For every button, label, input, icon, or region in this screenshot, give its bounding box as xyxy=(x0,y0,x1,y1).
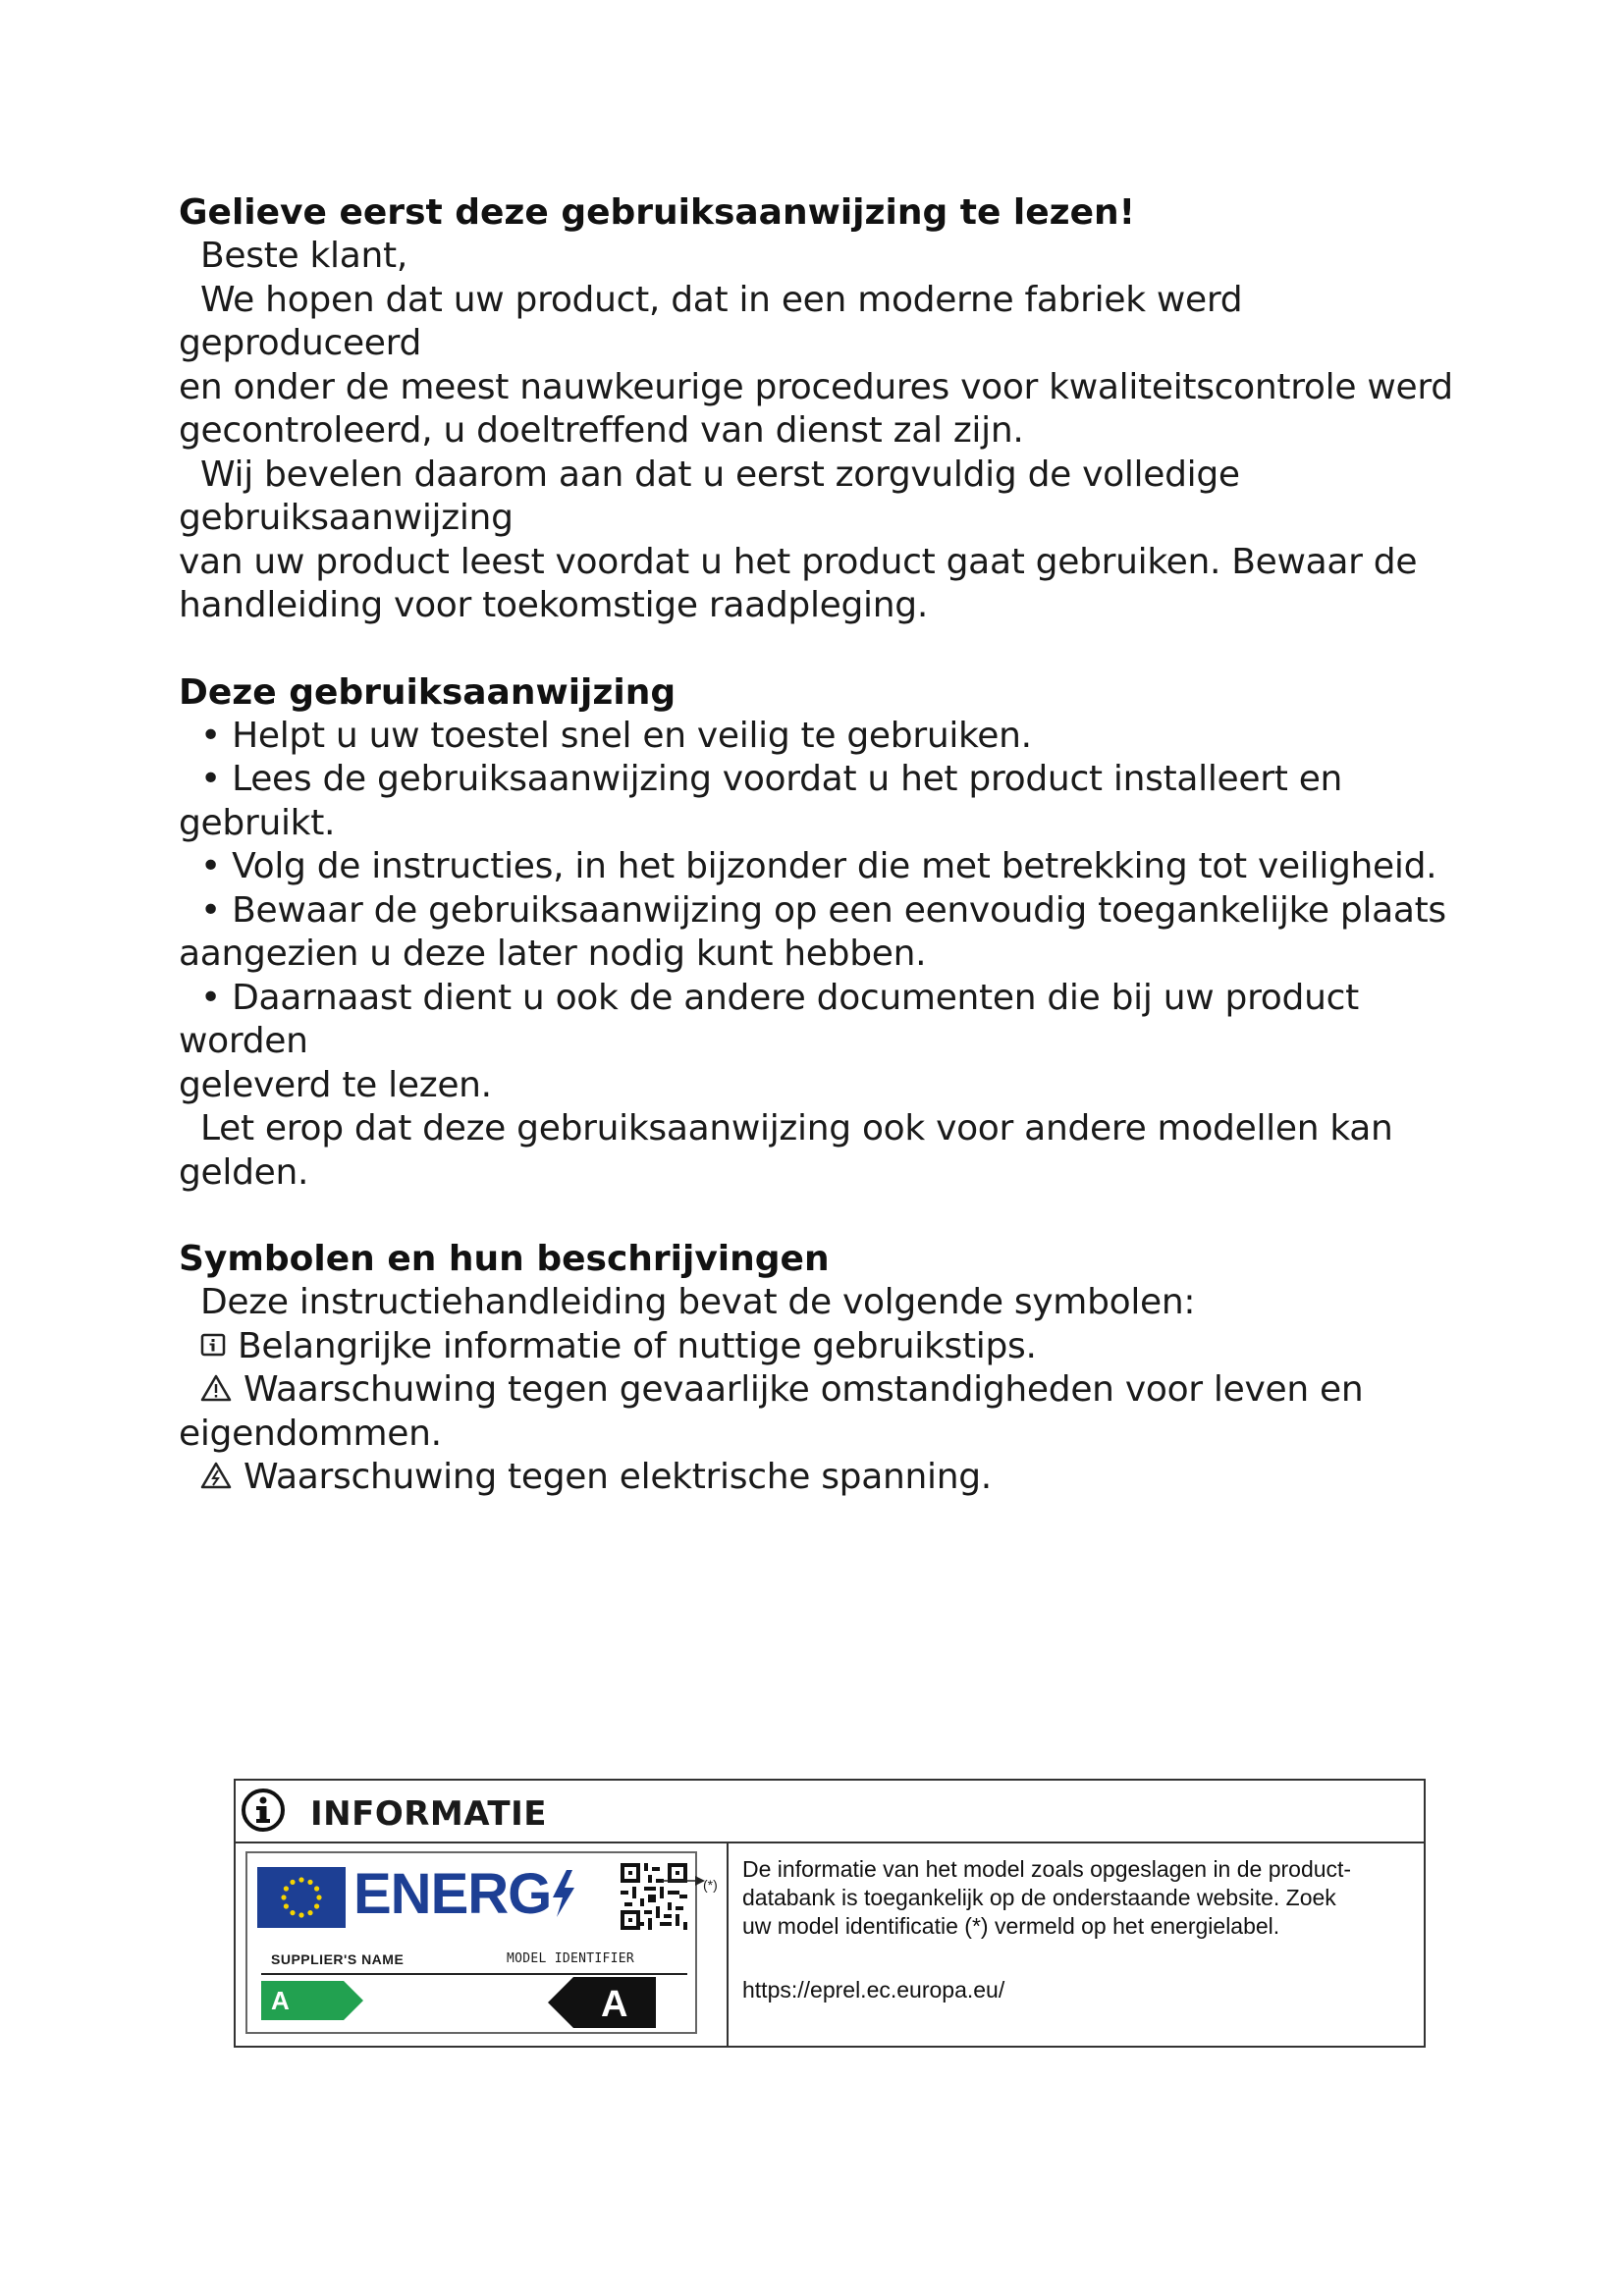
information-box xyxy=(234,1779,1426,2048)
intro-para-line: gecontroleerd, u doeltreffend van dienst zal zijn. xyxy=(179,410,1024,451)
arrow-right-icon xyxy=(662,1875,705,1887)
info-icon xyxy=(200,1332,226,1358)
eprel-url-link[interactable]: https://eprel.ec.europa.eu/ xyxy=(742,1977,1005,2002)
info-box-title: INFORMATIE xyxy=(310,1794,547,1834)
class-small-letter: A xyxy=(271,1986,290,2015)
bullet-item: • Volg de instructies, in het bijzonder die met betrekking tot veiligheid. xyxy=(200,846,1437,886)
eu-flag-icon xyxy=(257,1867,346,1928)
manual-page xyxy=(179,191,1485,1500)
symbol-row-electric xyxy=(179,1456,1485,1500)
bullet-item: • Daarnaast dient u ook de andere documenten die bij uw product worden xyxy=(179,977,1359,1061)
electric-warning-icon xyxy=(200,1462,232,1489)
bullet-item-continuation: aangezien u deze later nodig kunt hebben. xyxy=(179,934,927,974)
black-class-arrow xyxy=(548,1977,656,2032)
symbols-intro: Deze instructiehandleiding bevat de volgende symbolen: xyxy=(200,1282,1196,1322)
label-rule xyxy=(261,1973,687,1975)
heading-symbols: Symbolen en hun beschrijvingen xyxy=(179,1239,830,1279)
info-box-divider xyxy=(727,1842,729,2046)
symbol-desc: Belangrijke informatie of nuttige gebruikstips. xyxy=(238,1325,1037,1366)
class-large-letter: A xyxy=(601,1984,628,2025)
bullet-item-continuation: geleverd te lezen. xyxy=(179,1064,492,1105)
symbol-desc: Waarschuwing tegen gevaarlijke omstandigheden voor leven en xyxy=(244,1369,1364,1410)
heading-read-first: Gelieve eerst deze gebruiksaanwijzing te lezen! xyxy=(179,192,1136,233)
heading-this-manual: Deze gebruiksaanwijzing xyxy=(179,671,677,713)
symbol-row-info xyxy=(179,1325,1485,1369)
intro-para-line: en onder de meest nauwkeurige procedures voor kwaliteitscontrole werd xyxy=(179,366,1453,407)
advice-para-line: Wij bevelen daarom aan dat u eerst zorgvuldig de volledige gebruiksaanwijzing xyxy=(179,454,1240,538)
model-note-marker: (*) xyxy=(703,1877,718,1893)
energy-brand-text: ENERG xyxy=(353,1861,576,1927)
lightning-icon xyxy=(551,1870,576,1917)
model-identifier-label: MODEL IDENTIFIER xyxy=(507,1951,635,1966)
bullet-item: • Bewaar de gebruiksaanwijzing op een eenvoudig toegankelijke plaats xyxy=(200,889,1446,931)
intro-para-line: We hopen dat uw product, dat in een moderne fabriek werd geproduceerd xyxy=(179,279,1243,363)
models-note: Let erop dat deze gebruiksaanwijzing ook voor andere modellen kan gelden. xyxy=(179,1108,1393,1193)
supplier-name-label: SUPPLIER'S NAME xyxy=(271,1951,405,1967)
info-box-text: De informatie van het model zoals opgeslagen in de product- databank is toegankelijk op de onderstaande website. Zoek uw model identificatie (*) vermeld op het energielabel. xyxy=(742,1856,1352,1939)
advice-para-line: van uw product leest voordat u het product gaat gebruiken. Bewaar de xyxy=(179,541,1418,582)
advice-para-line: handleiding voor toekomstige raadpleging. xyxy=(179,585,928,625)
energy-label-card xyxy=(245,1851,697,2034)
bullet-item: • Lees de gebruiksaanwijzing voordat u het product installeert en gebruikt. xyxy=(179,759,1343,843)
warning-triangle-icon xyxy=(200,1374,232,1402)
bullet-item: • Helpt u uw toestel snel en veilig te gebruiken. xyxy=(200,715,1032,756)
green-class-arrow xyxy=(261,1981,363,2024)
symbol-row-warning xyxy=(179,1368,1485,1413)
info-circle-icon xyxy=(240,1785,287,1840)
info-box-header xyxy=(236,1781,1424,1843)
symbol-desc-continuation: eigendommen. xyxy=(179,1413,442,1454)
symbol-desc: Waarschuwing tegen elektrische spanning. xyxy=(244,1457,992,1497)
qr-code-icon xyxy=(621,1863,687,1934)
greeting: Beste klant, xyxy=(200,236,407,276)
